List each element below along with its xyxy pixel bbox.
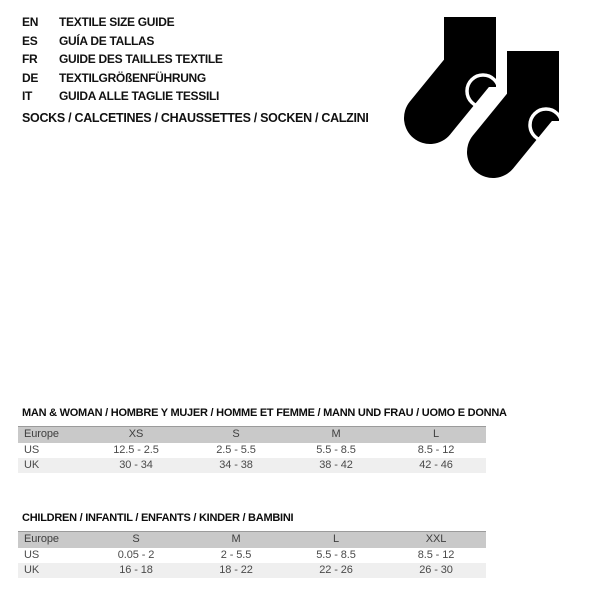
table-title-man-woman: MAN & WOMAN / HOMBRE Y MUJER / HOMME ET FEMME / MANN UND FRAU / UOMO E DONNA — [22, 407, 507, 419]
language-list — [22, 13, 223, 106]
size-cell: 18 - 22 — [219, 563, 253, 576]
language-code: IT — [22, 89, 33, 104]
language-code: FR — [22, 52, 38, 67]
size-cell: 2.5 - 5.5 — [216, 443, 256, 456]
column-header-size: S — [86, 532, 186, 548]
table-row-us — [18, 548, 486, 563]
size-cell: 5.5 - 8.5 — [316, 548, 356, 561]
language-row-it — [22, 87, 223, 106]
column-header-region: Europe — [18, 532, 86, 548]
row-label: UK — [24, 458, 40, 471]
sock-2 — [493, 51, 562, 152]
table-row-uk — [18, 458, 486, 473]
sock-1 — [430, 17, 499, 118]
language-label: GUÍA DE TALLAS — [59, 33, 155, 48]
size-cell: 22 - 26 — [319, 563, 353, 576]
table-row-us — [18, 443, 486, 458]
column-header-size: XXL — [386, 532, 486, 548]
language-row-en — [22, 13, 223, 32]
size-cell: 30 - 34 — [119, 458, 153, 471]
language-label: TEXTILGRÖßENFÜHRUNG — [59, 70, 206, 85]
column-header-size: XS — [86, 427, 186, 443]
category-heading: SOCKS / CALCETINES / CHAUSSETTES / SOCKEN / CALZINI — [22, 111, 369, 125]
language-code: DE — [22, 70, 39, 85]
language-row-es — [22, 32, 223, 51]
size-table-children — [18, 531, 486, 578]
column-header-size: L — [286, 532, 386, 548]
size-cell: 26 - 30 — [419, 563, 453, 576]
column-header-size: S — [186, 427, 286, 443]
size-cell: 42 - 46 — [419, 458, 453, 471]
language-label: GUIDA ALLE TAGLIE TESSILI — [59, 89, 220, 104]
size-cell: 8.5 - 12 — [417, 548, 455, 561]
size-cell: 12.5 - 2.5 — [113, 443, 159, 456]
table-header-row — [18, 532, 486, 548]
column-header-size: M — [186, 532, 286, 548]
row-label: US — [24, 548, 40, 561]
row-label: UK — [24, 563, 40, 576]
size-cell: 0.05 - 2 — [117, 548, 155, 561]
size-table-man-woman — [18, 426, 486, 473]
size-cell: 16 - 18 — [119, 563, 153, 576]
language-row-de — [22, 69, 223, 88]
table-row-uk — [18, 563, 486, 578]
row-label: US — [24, 443, 40, 456]
table-title-children: CHILDREN / INFANTIL / ENFANTS / KINDER / BAMBINI — [22, 512, 294, 524]
size-cell: 38 - 42 — [319, 458, 353, 471]
language-label: TEXTILE SIZE GUIDE — [59, 15, 175, 30]
size-cell: 34 - 38 — [219, 458, 253, 471]
size-cell: 8.5 - 12 — [417, 443, 455, 456]
size-cell: 5.5 - 8.5 — [316, 443, 356, 456]
column-header-region: Europe — [18, 427, 86, 443]
size-cell: 2 - 5.5 — [220, 548, 252, 561]
socks-icon — [400, 6, 578, 188]
language-row-fr — [22, 50, 223, 69]
column-header-size: M — [286, 427, 386, 443]
language-label: GUIDE DES TAILLES TEXTILE — [59, 52, 223, 67]
language-code: EN — [22, 15, 39, 30]
table-header-row — [18, 427, 486, 443]
column-header-size: L — [386, 427, 486, 443]
language-code: ES — [22, 33, 38, 48]
